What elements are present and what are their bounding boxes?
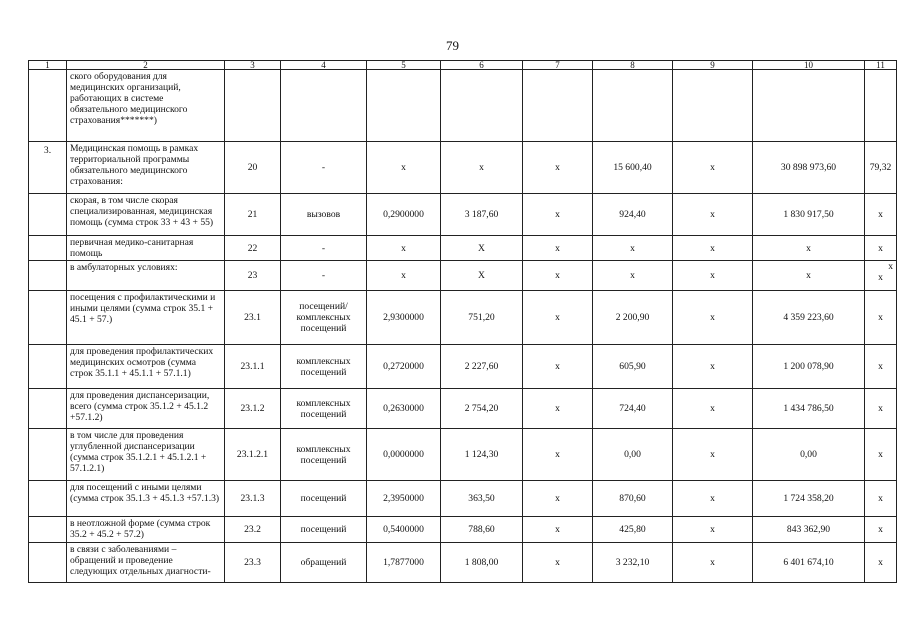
unit-of-measure: -: [281, 261, 367, 291]
col-9-value: х: [673, 543, 753, 583]
column-number: 7: [523, 61, 593, 70]
data-table: [28, 60, 897, 583]
row-description: посещения с профилактическими и иными целями (сумма строк 35.1 + 45.1 + 57.): [67, 291, 225, 345]
col-7-value: х: [523, 261, 593, 291]
col-11-value: х: [865, 236, 897, 261]
table-row: [29, 517, 897, 543]
col-8-value: х: [593, 261, 673, 291]
table-row: [29, 543, 897, 583]
row-number: 3.: [29, 142, 67, 194]
col-5-value: 1,7877000: [367, 543, 441, 583]
row-description: скорая, в том числе скорая специализированная, медицинская помощь (сумма строк 33 + 43 + 55): [67, 194, 225, 236]
col-10-value: 1 434 786,50: [753, 389, 865, 429]
unit-of-measure: -: [281, 142, 367, 194]
column-number: 4: [281, 61, 367, 70]
col-6-value: 363,50: [441, 481, 523, 517]
col-7-value: х: [523, 543, 593, 583]
row-description: в том числе для проведения углубленной диспансеризации (сумма строк 35.1.2.1 + 45.1.2.1 + 57.1.2.1): [67, 429, 225, 481]
col-9-value: [673, 70, 753, 142]
col-11-value: [865, 261, 897, 291]
col-8-value: [593, 70, 673, 142]
col-5-value: 2,9300000: [367, 291, 441, 345]
column-number: 2: [67, 61, 225, 70]
col-10-value: 0,00: [753, 429, 865, 481]
col-6-value: 2 754,20: [441, 389, 523, 429]
col-8-value: 2 200,90: [593, 291, 673, 345]
col-9-value: х: [673, 142, 753, 194]
col-8-value: 0,00: [593, 429, 673, 481]
row-code: 23.1.2.1: [225, 429, 281, 481]
unit-of-measure: комплексных посещений: [281, 389, 367, 429]
col-10-value: 1 830 917,50: [753, 194, 865, 236]
col-9-value: х: [673, 236, 753, 261]
table-row: [29, 345, 897, 389]
col-5-value: 0,2630000: [367, 389, 441, 429]
col-7-value: х: [523, 194, 593, 236]
row-code: 23.1: [225, 291, 281, 345]
table-row: [29, 70, 897, 142]
column-number: 11: [865, 61, 897, 70]
row-code: 21: [225, 194, 281, 236]
col-7-value: [523, 70, 593, 142]
row-number: [29, 389, 67, 429]
col-5-value: 0,2720000: [367, 345, 441, 389]
column-number: 3: [225, 61, 281, 70]
table-row: [29, 291, 897, 345]
col-6-value: 1 124,30: [441, 429, 523, 481]
table-row: [29, 261, 897, 291]
col-5-value: х: [367, 236, 441, 261]
row-description: в связи с заболеваниями – обращений и проведение следующих отдельных диагности-: [67, 543, 225, 583]
unit-of-measure: -: [281, 236, 367, 261]
col-9-value: х: [673, 194, 753, 236]
row-code: 23: [225, 261, 281, 291]
unit-of-measure: [281, 70, 367, 142]
col-6-value: 751,20: [441, 291, 523, 345]
col-6-value: [441, 70, 523, 142]
column-number: 5: [367, 61, 441, 70]
unit-of-measure: посещений/ комплексных посещений: [281, 291, 367, 345]
unit-of-measure: посещений: [281, 481, 367, 517]
col-10-value: 843 362,90: [753, 517, 865, 543]
col-5-value: 0,0000000: [367, 429, 441, 481]
table-row: [29, 194, 897, 236]
col-8-value: 425,80: [593, 517, 673, 543]
column-number: 6: [441, 61, 523, 70]
col-11-value: х: [865, 517, 897, 543]
row-number: [29, 291, 67, 345]
col-11-value-second: х: [878, 272, 883, 283]
col-8-value: 924,40: [593, 194, 673, 236]
row-description: Медицинская помощь в рамках территориальной программы обязательного медицинского страхования:: [67, 142, 225, 194]
col-10-value: 30 898 973,60: [753, 142, 865, 194]
col-9-value: х: [673, 429, 753, 481]
row-number: [29, 429, 67, 481]
col-11-value: х: [865, 429, 897, 481]
col-9-value: х: [673, 481, 753, 517]
row-number: [29, 481, 67, 517]
col-9-value: х: [673, 345, 753, 389]
row-number: [29, 194, 67, 236]
col-10-value: 6 401 674,10: [753, 543, 865, 583]
row-code: 23.1.3: [225, 481, 281, 517]
table-row: [29, 236, 897, 261]
col-10-value: 1 724 358,20: [753, 481, 865, 517]
row-description: ского оборудования для медицинских организаций, работающих в системе обязательного медицинского страхования*******): [67, 70, 225, 142]
col-10-value: х: [753, 261, 865, 291]
col-5-value: 0,2900000: [367, 194, 441, 236]
row-description: для посещений с иными целями (сумма строк 35.1.3 + 45.1.3 +57.1.3): [67, 481, 225, 517]
column-number: 1: [29, 61, 67, 70]
row-code: 23.1.1: [225, 345, 281, 389]
column-number: 9: [673, 61, 753, 70]
row-number: [29, 261, 67, 291]
col-10-value: [753, 70, 865, 142]
column-number: 10: [753, 61, 865, 70]
col-11-value: х: [865, 389, 897, 429]
col-7-value: х: [523, 236, 593, 261]
col-7-value: х: [523, 481, 593, 517]
col-7-value: х: [523, 291, 593, 345]
col-5-value: 2,3950000: [367, 481, 441, 517]
table-row: [29, 142, 897, 194]
col-11-value: х: [865, 543, 897, 583]
row-code: 23.1.2: [225, 389, 281, 429]
col-6-value: 788,60: [441, 517, 523, 543]
row-code: 23.3: [225, 543, 281, 583]
col-5-value: [367, 70, 441, 142]
column-number: 8: [593, 61, 673, 70]
table-row: [29, 481, 897, 517]
row-code: 22: [225, 236, 281, 261]
col-11-value: х: [865, 194, 897, 236]
row-code: 23.2: [225, 517, 281, 543]
col-10-value: 4 359 223,60: [753, 291, 865, 345]
row-number: [29, 70, 67, 142]
col-5-value: х: [367, 142, 441, 194]
unit-of-measure: посещений: [281, 517, 367, 543]
col-7-value: х: [523, 389, 593, 429]
row-description: в амбулаторных условиях:: [67, 261, 225, 291]
col-8-value: 605,90: [593, 345, 673, 389]
col-11-value: х: [865, 291, 897, 345]
col-11-value: х: [865, 481, 897, 517]
row-code: 20: [225, 142, 281, 194]
col-6-value: х: [441, 142, 523, 194]
col-6-value: Х: [441, 236, 523, 261]
col-6-value: 2 227,60: [441, 345, 523, 389]
col-7-value: х: [523, 517, 593, 543]
table-row: [29, 389, 897, 429]
row-number: [29, 543, 67, 583]
col-9-value: х: [673, 291, 753, 345]
col-10-value: 1 200 078,90: [753, 345, 865, 389]
col-5-value: х: [367, 261, 441, 291]
col-8-value: 15 600,40: [593, 142, 673, 194]
col-9-value: х: [673, 389, 753, 429]
col-11-value: х: [888, 261, 893, 272]
row-description: первичная медико-санитарная помощь: [67, 236, 225, 261]
row-number: [29, 236, 67, 261]
row-description: для проведения профилактических медицинских осмотров (сумма строк 35.1.1 + 45.1.1 + 57.1.1): [67, 345, 225, 389]
table-row: [29, 429, 897, 481]
col-11-value: [865, 70, 897, 142]
row-description: в неотложной форме (сумма строк 35.2 + 45.2 + 57.2): [67, 517, 225, 543]
col-8-value: х: [593, 236, 673, 261]
col-10-value: х: [753, 236, 865, 261]
col-8-value: 724,40: [593, 389, 673, 429]
row-code: [225, 70, 281, 142]
col-5-value: 0,5400000: [367, 517, 441, 543]
unit-of-measure: обращений: [281, 543, 367, 583]
col-7-value: х: [523, 429, 593, 481]
col-7-value: х: [523, 345, 593, 389]
page-number: 79: [446, 38, 459, 53]
col-8-value: 3 232,10: [593, 543, 673, 583]
col-6-value: 1 808,00: [441, 543, 523, 583]
col-6-value: Х: [441, 261, 523, 291]
col-8-value: 870,60: [593, 481, 673, 517]
col-11-value: х: [865, 345, 897, 389]
unit-of-measure: вызовов: [281, 194, 367, 236]
col-9-value: х: [673, 261, 753, 291]
col-6-value: 3 187,60: [441, 194, 523, 236]
col-7-value: х: [523, 142, 593, 194]
col-11-value: 79,32: [865, 142, 897, 194]
unit-of-measure: комплексных посещений: [281, 345, 367, 389]
col-9-value: х: [673, 517, 753, 543]
column-number-row: [29, 61, 897, 70]
unit-of-measure: комплексных посещений: [281, 429, 367, 481]
row-number: [29, 345, 67, 389]
row-number: [29, 517, 67, 543]
row-description: для проведения диспансеризации, всего (сумма строк 35.1.2 + 45.1.2 +57.1.2): [67, 389, 225, 429]
